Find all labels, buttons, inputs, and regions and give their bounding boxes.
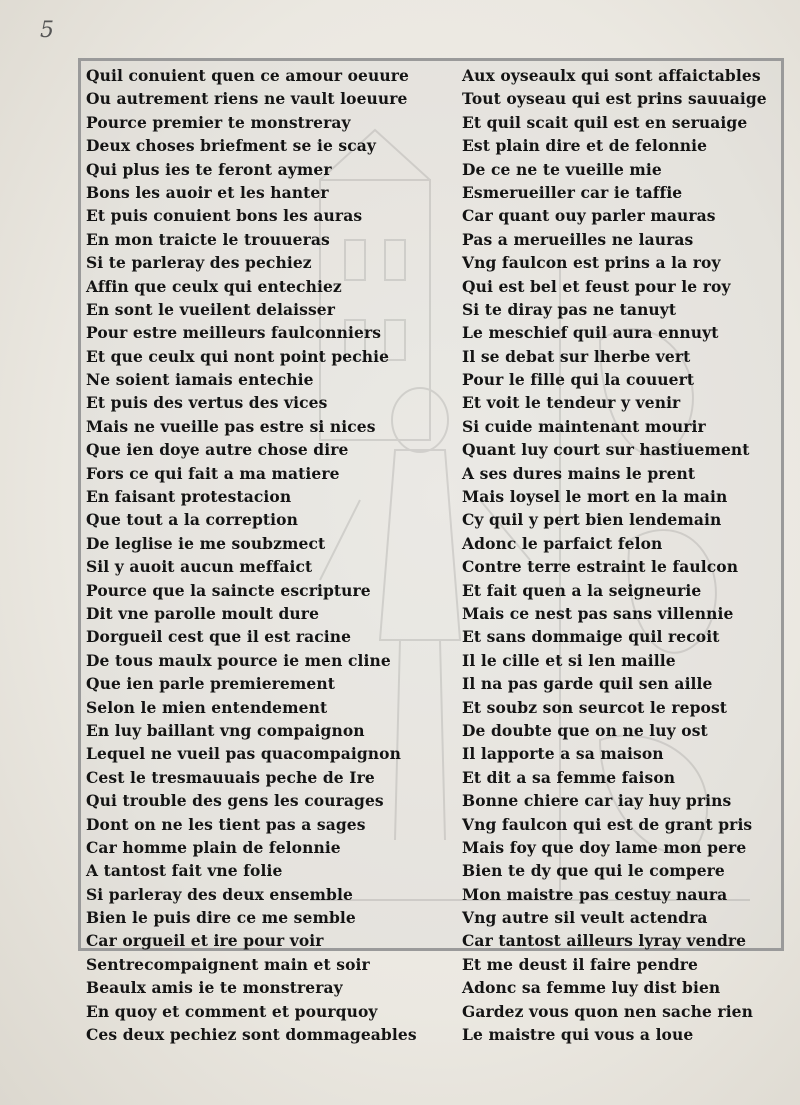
verse-line: Adonc le parfaict felon (462, 533, 663, 553)
verse-line: Et puis des vertus des vices (86, 393, 328, 413)
verse-line: Qui plus ies te feront aymer (86, 159, 332, 179)
verse-line: Si te parleray des pechiez (86, 253, 312, 273)
verse-line: De ce ne te vueille mie (462, 159, 662, 179)
verse-line: Mais foy que doy lame mon pere (462, 837, 747, 857)
verse-line: Si cuide maintenant mourir (462, 416, 706, 436)
verse-line: De doubte que on ne luy ost (462, 720, 708, 740)
folio-number: 5 (40, 18, 54, 43)
verse-line: Qui est bel et feust pour le roy (462, 276, 731, 296)
verse-line: Gardez vous quon nen sache rien (462, 1001, 754, 1021)
verse-line: Il na pas garde quil sen aille (462, 674, 713, 694)
verse-line: Pour estre meilleurs faulconniers (86, 323, 382, 343)
verse-line: Mais ne vueille pas estre si nices (86, 416, 376, 436)
verse-line: Mais loysel le mort en la main (462, 487, 728, 507)
verse-line: Adonc sa femme luy dist bien (462, 978, 721, 998)
verse-line: A tantost fait vne folie (86, 861, 283, 881)
verse-line: Bien te dy que qui le compere (462, 861, 725, 881)
verse-line: Et que ceulx qui nont point pechie (86, 346, 390, 366)
verse-line: Vng faulcon est prins a la roy (462, 253, 721, 273)
verse-line: Dont on ne les tient pas a sages (86, 814, 366, 834)
verse-line: Que ien doye autre chose dire (86, 440, 349, 460)
verse-line: Aux oyseaulx qui sont affaictables (462, 66, 761, 85)
verse-line: Lequel ne vueil pas quacompaignon (86, 744, 401, 764)
verse-line: Vng autre sil veult actendra (462, 908, 708, 928)
verse-line: Contre terre estraint le faulcon (462, 557, 739, 577)
verse-line: Il lapporte a sa maison (462, 744, 664, 764)
verse-line: Esmerueiller car ie taffie (462, 182, 683, 202)
verse-line: Et quil scait quil est en seruaige (462, 112, 748, 132)
verse-line: Et puis conuient bons les auras (86, 206, 363, 226)
verse-line: Deux choses briefment se ie scay (86, 136, 377, 156)
verse-line: Il se debat sur lherbe vert (462, 346, 691, 366)
verse-line: Tout oyseau qui est prins sauuaige (462, 89, 767, 109)
verse-line: Dorgueil cest que il est racine (86, 627, 352, 647)
verse-line: En luy baillant vng compaignon (86, 720, 365, 740)
right-text-column (462, 64, 792, 1046)
verse-line: Bons les auoir et les hanter (86, 182, 329, 202)
verse-line: Ou autrement riens ne vault loeuure (86, 89, 408, 109)
verse-line: Mais ce nest pas sans villennie (462, 603, 734, 623)
verse-line: Car orgueil et ire pour voir (86, 931, 324, 951)
verse-line: Pour le fille qui la couuert (462, 370, 695, 390)
verse-line: Est plain dire et de felonnie (462, 136, 708, 156)
verse-line: Mon maistre pas cestuy naura (462, 884, 728, 904)
verse-line: De tous maulx pource ie men cline (86, 650, 391, 670)
verse-line: Dit vne parolle moult dure (86, 603, 320, 623)
verse-line: Le maistre qui vous a loue (462, 1025, 694, 1045)
verse-line: Pource premier te monstreray (86, 112, 351, 132)
verse-line: Et voit le tendeur y venir (462, 393, 681, 413)
verse-line: Cest le tresmauuais peche de Ire (86, 767, 375, 787)
verse-line: Affin que ceulx qui entechiez (86, 276, 342, 296)
verse-line: Et me deust il faire pendre (462, 954, 699, 974)
verse-line: Car tantost ailleurs lyray vendre (462, 931, 747, 951)
verse-line: Si te diray pas ne tanuyt (462, 299, 677, 319)
verse-line: Selon le mien entendement (86, 697, 328, 717)
verse-line: Car homme plain de felonnie (86, 837, 341, 857)
verse-line: Pas a merueilles ne lauras (462, 229, 694, 249)
verse-line: Que tout a la correption (86, 510, 298, 530)
verse-line: En mon traicte le trouueras (86, 229, 330, 249)
left-text-column (86, 64, 436, 1046)
verse-line: Vng faulcon qui est de grant pris (462, 814, 753, 834)
verse-line: Ces deux pechiez sont dommageables (86, 1025, 417, 1045)
verse-line: Et soubz son seurcot le repost (462, 697, 728, 717)
verse-line: Bonne chiere car iay huy prins (462, 791, 732, 811)
verse-line: Il le cille et si len maille (462, 650, 676, 670)
verse-line: Quant luy court sur hastiuement (462, 440, 750, 460)
verse-line: Que ien parle premierement (86, 674, 335, 694)
verse-line: En sont le vueilent delaisser (86, 299, 336, 319)
verse-line: Bien le puis dire ce me semble (86, 908, 356, 928)
verse-line: Ne soient iamais entechie (86, 370, 314, 390)
verse-line: Si parleray des deux ensemble (86, 884, 353, 904)
verse-line: Et sans dommaige quil recoit (462, 627, 720, 647)
verse-line: Sentrecompaignent main et soir (86, 954, 370, 974)
verse-line: Et fait quen a la seigneurie (462, 580, 702, 600)
verse-line: De leglise ie me soubzmect (86, 533, 326, 553)
verse-line: Beaulx amis ie te monstreray (86, 978, 343, 998)
verse-line: Et dit a sa femme faison (462, 767, 676, 787)
verse-line: Car quant ouy parler mauras (462, 206, 716, 226)
verse-line: A ses dures mains le prent (462, 463, 696, 483)
verse-line: Pource que la saincte escripture (86, 580, 371, 600)
verse-line: En faisant protestacion (86, 487, 292, 507)
verse-line: Cy quil y pert bien lendemain (462, 510, 722, 530)
verse-line: Quil conuient quen ce amour oeuure (86, 66, 409, 85)
verse-line: Qui trouble des gens les courages (86, 791, 384, 811)
verse-line: Le meschief quil aura ennuyt (462, 323, 719, 343)
verse-line: En quoy et comment et pourquoy (86, 1001, 378, 1021)
verse-line: Fors ce qui fait a ma matiere (86, 463, 340, 483)
verse-line: Sil y auoit aucun meffaict (86, 557, 313, 577)
